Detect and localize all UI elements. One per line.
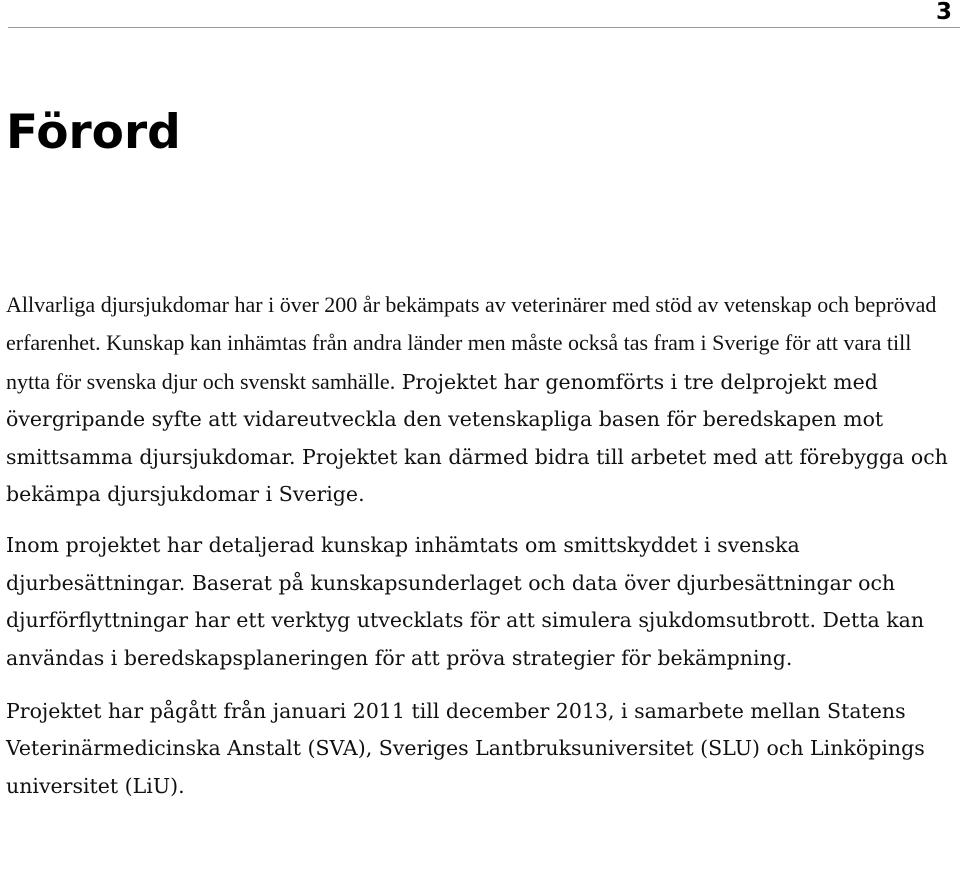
page-title: Förord <box>6 105 181 160</box>
paragraph-2: Inom projektet har detaljerad kunskap inhämtats om smittskyddet i svenska djurbesättningar. Baserat på kunskapsunderlaget och data över djurbesättningar och djurförflyttningar har ett verktyg utvecklats för att simulera sjukdomsutbrott. Detta kan användas i beredskapsplaneringen för att pröva strategier för bekämpning. <box>6 533 925 670</box>
paragraph-3: Projektet har pågått från januari 2011 till december 2013, i samarbete mellan Statens Veterinärmedicinska Anstalt (SVA), Sveriges Lantbruksuniversitet (SLU) och Linköpings universitet (LiU). <box>6 699 925 798</box>
paragraph-1-lead: Allvarliga djursjukdomar har i över 200 år bekämpats av veterinärer med stöd av vetenskap och beprövad erfarenhet. Kunskap kan inhämtas från andra länder men måste också tas fram i Sverige för att vara till nytta för svenska djur och svenskt samhälle. <box>6 292 937 394</box>
paragraph-1-rest: Projektet har genomförts i tre delprojekt med övergripande syfte att vidareutveckla den vetenskapliga basen för beredskapen mot smittsamma djursjukdomar. Projektet kan därmed bidra till arbetet med att förebygga och bekämpa djursjukdomar i Sverige. <box>6 369 948 507</box>
paragraph-1 <box>6 286 958 513</box>
page-number: 3 <box>935 0 952 25</box>
header-rule <box>8 27 960 28</box>
body-text <box>6 286 958 805</box>
